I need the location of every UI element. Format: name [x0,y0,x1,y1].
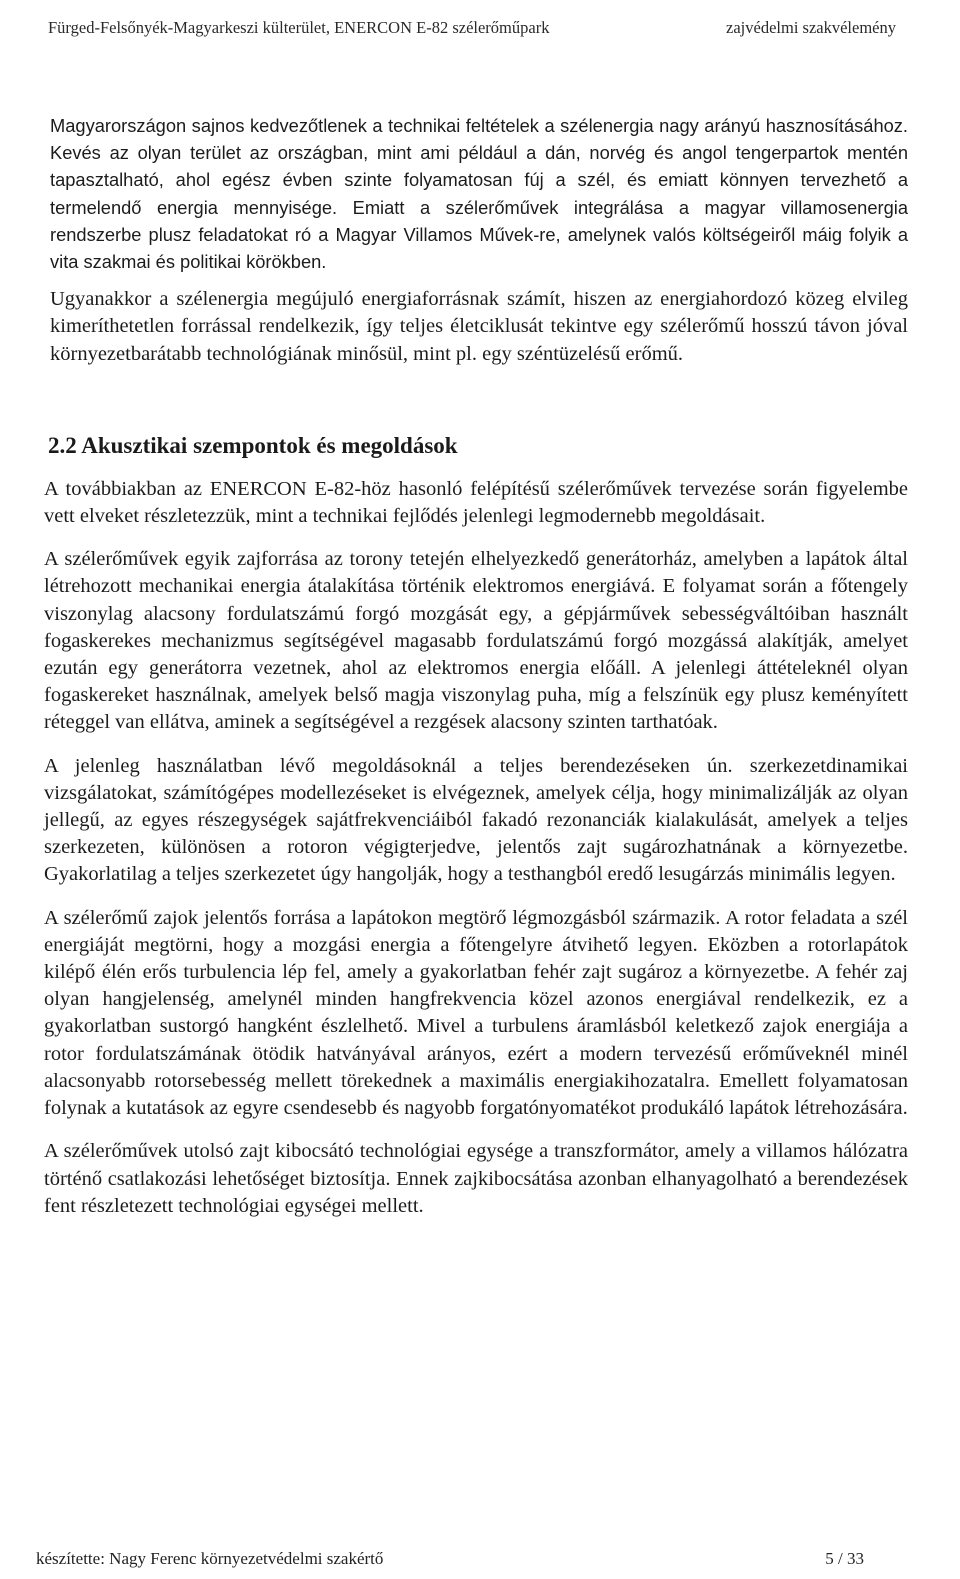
section-heading: 2.2 Akusztikai szempontok és megoldások [48,432,458,458]
paragraph-wind-conditions: Magyarországon sajnos kedvezőtlenek a technikai feltételek a szélenergia nagy arányú hasznosításához. Kevés az olyan terület az országban, mint ami például a dán, norvég és angol tengerpartok mentén tapasztalható, ahol egész évben szinte folyamatosan fúj a szél, és emiatt könnyen tervezhető a termelendő energia mennyisége. Emiatt a szélerőművek integrálása a magyar villamosenergia rendszerbe plusz feladatokat ró a Magyar Villamos Művek-re, amelynek valós költségeiről máig folyik a vita szakmai és politikai körökben. [50,115,908,273]
page-number: 5 / 33 [825,1549,864,1568]
paragraph-blade-noise: A szélerőmű zajok jelentős forrása a lapátokon megtörő légmozgásból származik. A rotor feladata a szél energiáját megtörni, hogy a mozgási energia a főtengelyre átvihető legyen. Eközben a rotorlapátok kilépő élén erős turbulencia lép fel, amely a gyakorlatban fehér zajt sugároz a környezetbe. A fehér zaj olyan hangjelenség, amelynél minden hangfrekvencia közel azonos energiával rendelkezik, ez a gyakorlatban sustorgó hangként észlelhető. Mivel a turbulens áramlásból keletkező zajok energiája a rotor fordulatszámának ötödik hatványával arányos, ezért a modern tervezésű erőműveknél minél alacsonyabb rotorsebesség mellett törekednek a maximális energiakihozatalra. Emellett folyamatosan folynak a kutatások az egyre csendesebb és nagyobb forgatónyomatékot produkáló lapátok létrehozására. [44,906,908,1120]
paragraph-intro: A továbbiakban az ENERCON E-82-höz hasonló felépítésű szélerőművek tervezése során figyelembe vett elveket részletezzük, mint a technikai fejlődés jelenlegi legmodernebb megoldásait. [44,477,908,528]
document-body [44,112,908,1220]
paragraph-structural-dynamics: A jelenleg használatban lévő megoldásoknál a teljes berendezéseken ún. szerkezetdinamikai vizsgálatokat, számítógépes modellezéseket is elvégeznek, amelyek célja, hogy minimalizálják az olyan jellegű, az egyes részegységek sajátfrekvenciáiból fakadó rezonanciák kialakulását, amelyek a teljes szerkezeten, különösen a rotoron végigterjedve, jelentős zajt sugározhatnának a környezetbe. Gyakorlatilag a teljes szerkezetet úgy hangolják, hogy a testhangból eredő lesugárzás minimális legyen. [44,754,908,886]
page-footer [36,1549,864,1569]
page-header [48,18,896,38]
footer-author: készítette: Nagy Ferenc környezetvédelmi szakértő [36,1549,384,1568]
paragraph-transformer: A szélerőművek utolsó zajt kibocsátó technológiai egysége a transzformátor, amely a villamos hálózatra történő csatlakozási lehetőséget biztosítja. Ennek zajkibocsátása azonban elhanyagolható a berendezések fent részletezett technológiai egységei mellett. [44,1140,908,1217]
paragraph-generator-house: A szélerőművek egyik zajforrása az torony tetején elhelyezkedő generátorház, amelyben a lapátok által létrehozott mechanikai energia átalakítása történik elektromos energiává. E folyamat során a főtengely viszonylag alacsony fordulatszámú forgó mozgását egy, a gépjárművek sebességváltóiban használt fogaskerekes mechanizmus segítségével magasabb fordulatszámú forgó mozgássá alakítják, amelyet ezután egy generátorra vezetnek, ahol az elektromos energia előáll. A jelenlegi áttételeknél olyan fogaskereket használnak, amelyek belső magja viszonylag puha, míg a felszínük egy plusz keményített réteggel van ellátva, aminek a segítségével a rezgések alacsony szinten tarthatóak. [44,548,908,734]
header-document-type: zajvédelmi szakvélemény [726,18,896,37]
header-title: Fürged-Felsőnyék-Magyarkeszi külterület, ENERCON E-82 szélerőműpark [48,18,550,37]
paragraph-renewable-energy: Ugyanakkor a szélenergia megújuló energiaforrásnak számít, hiszen az energiahordozó közeg elvileg kimeríthetetlen forrással rendelkezik, így teljes életciklusát tekintve egy szélerőmű hosszú távon jóval környezetbarátabb technológiának minősül, mint pl. egy széntüzelésű erőmű. [50,288,908,365]
